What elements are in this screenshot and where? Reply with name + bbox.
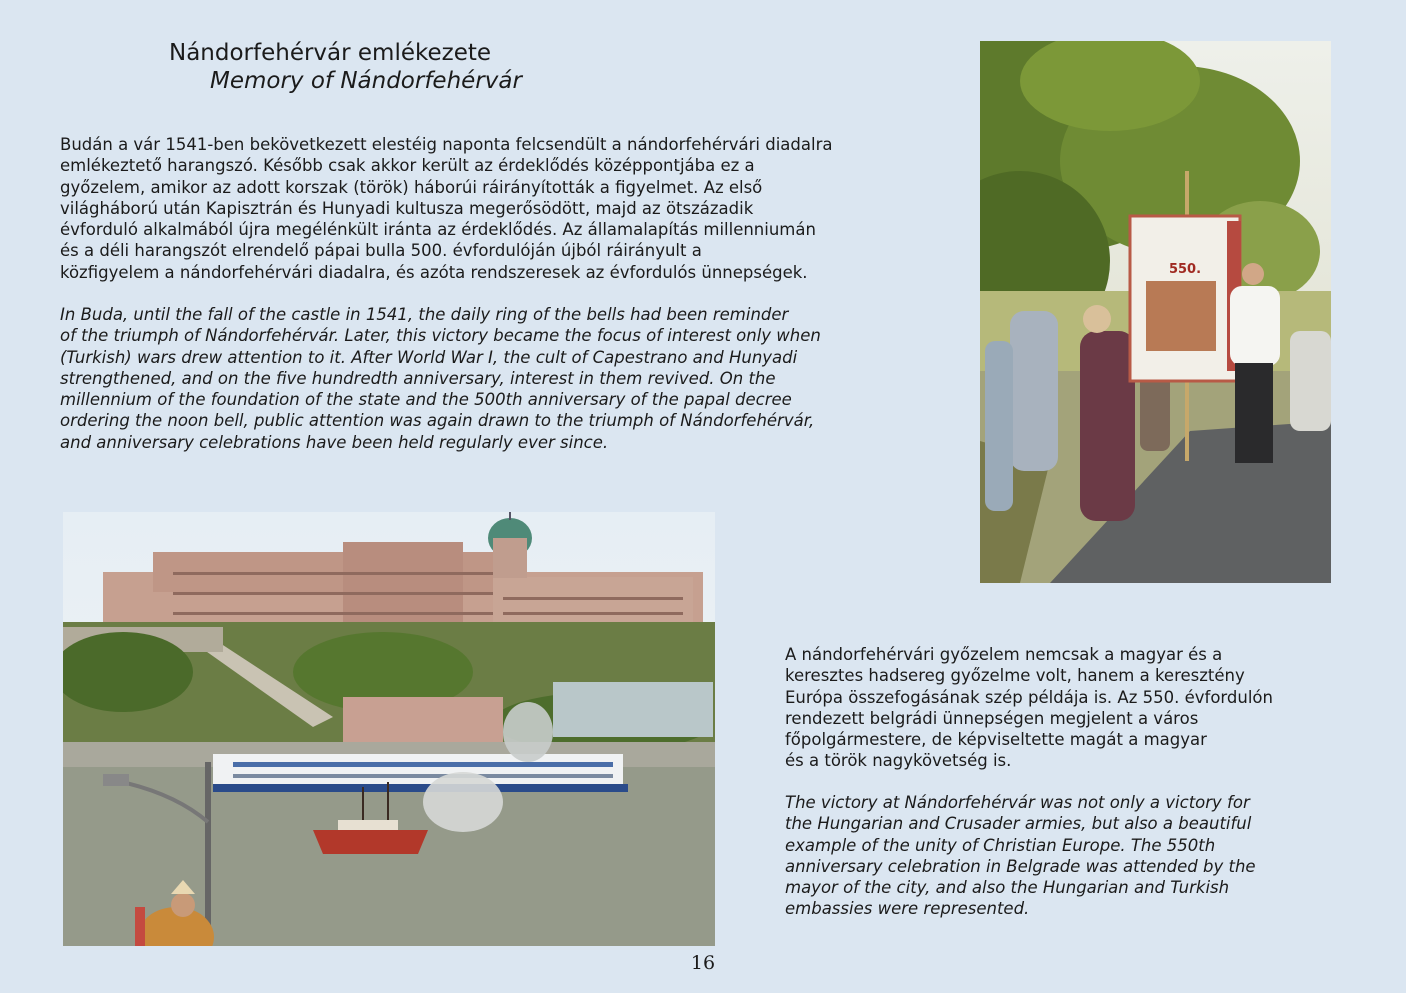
text-line: In Buda, until the fall of the castle in 1541, the daily ring of the bells had been reminder [60,305,789,324]
procession-illustration [980,41,1331,583]
page-number: 16 [690,952,716,974]
page-title-hungarian: Nándorfehérvár emlékezete [169,40,492,66]
victory-paragraph-english [785,792,1256,920]
text-line: and anniversary celebrations have been held regularly ever since. [60,432,609,452]
text-line: főpolgármestere, de képviseltette magát a magyar [785,730,1207,750]
text-line: (Turkish) wars drew attention to it. After World War I, the cult of Capestrano and Hunyadi [60,347,798,367]
text-line: embassies were represented. [785,899,1030,919]
page-title-english: Memory of Nándorfehérvár [210,68,522,94]
text-line: A nándorfehérvári győzelem nemcsak a magyar és a [785,645,1223,664]
text-line: Budán a vár 1541-ben bekövetkezett elestéig naponta felcsendült a nándorfehérvári diadalra [60,135,833,154]
text-line: és a török nagykövetség is. [785,751,1012,771]
text-line: rendezett belgrádi ünnepségen megjelent a város [785,708,1199,728]
text-line: keresztes hadsereg győzelme volt, hanem a keresztény [785,666,1245,686]
text-line: világháború után Kapisztrán és Hunyadi kultusza megerősödött, majd az ötszázadik [60,198,754,218]
text-line: és a déli harangszót elrendelő pápai bulla 500. évfordulóján újból ráirányult a [60,241,702,261]
buda-castle-photo [63,512,715,946]
text-line: the Hungarian and Crusader armies, but also a beautiful [785,814,1252,834]
text-line: millennium of the foundation of the state and the 500th anniversary of the papal decree [60,390,792,410]
text-line: Európa összefogásának szép példája is. Az 550. évfordulón [785,687,1273,707]
text-line: mayor of the city, and also the Hungarian and Turkish [785,878,1230,898]
text-line: közfigyelem a nándorfehérvári diadalra, és azóta rendszeresek az évfordulós ünnepségek. [60,262,808,282]
text-line: strengthened, and on the five hundredth anniversary, interest in them revived. On the [60,368,776,388]
text-line: anniversary celebration in Belgrade was attended by the [785,856,1256,876]
text-line: ordering the noon bell, public attention was again drawn to the triumph of Nándorfehérvár, [60,411,815,431]
intro-paragraph-hungarian [60,134,832,283]
victory-paragraph-hungarian [785,644,1273,772]
text-line: of the triumph of Nándorfehérvár. Later, this victory became the focus of interest only when [60,326,821,346]
text-line: évforduló alkalmából újra megélénkült iránta az érdeklődés. Az államalapítás millenniumán [60,220,816,240]
text-line: győzelem, amikor az adott korszak (török) háborúi ráirányították a figyelmet. Az első [60,177,763,197]
intro-paragraph-english [60,304,821,453]
text-line: example of the unity of Christian Europe. The 550th [785,835,1216,855]
procession-photo [980,41,1331,583]
castle-illustration [63,512,715,946]
text-line: emlékeztető harangszó. Később csak akkor került az érdeklődés középpontjába ez a [60,156,755,176]
text-line: The victory at Nándorfehérvár was not only a victory for [785,793,1250,812]
banner-label: 550. [1168,262,1202,277]
